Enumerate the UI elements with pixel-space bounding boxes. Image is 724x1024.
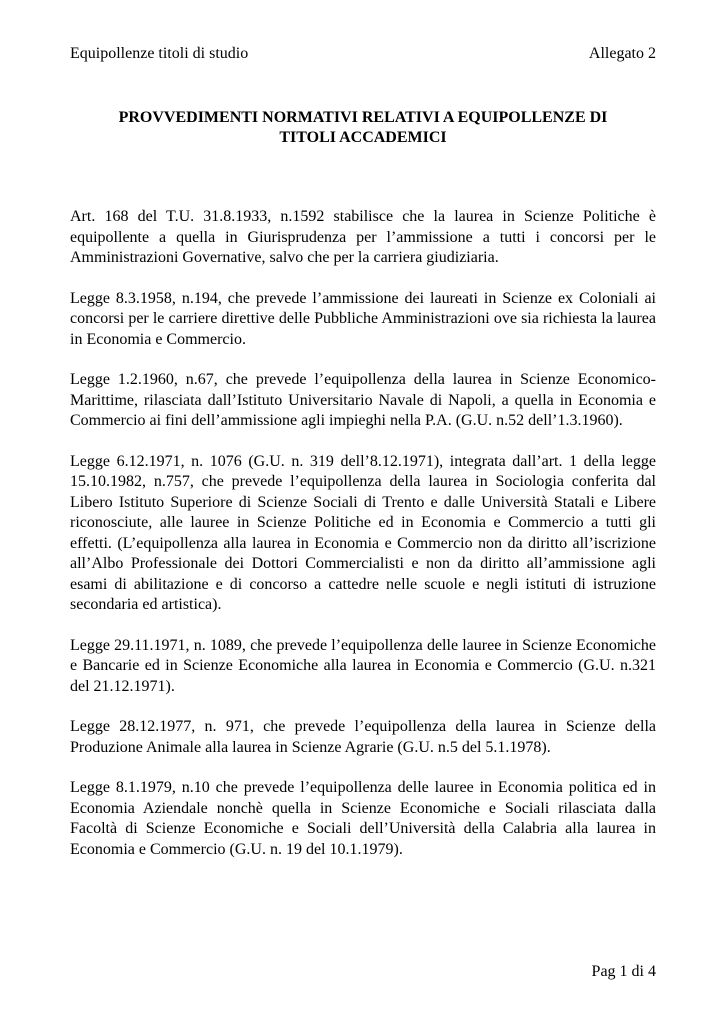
paragraph-legge-1971-1089: Legge 29.11.1971, n. 1089, che prevede l’equipollenza delle lauree in Scienze Economiche e Bancarie ed in Scienze Economiche alla laurea in Economia e Commercio (G.U. n.321 del 21.12.1971). (70, 636, 656, 695)
title-line-1: PROVVEDIMENTI NORMATIVI RELATIVI A EQUIPOLLENZE DI (118, 109, 608, 126)
title-line-2: TITOLI ACCADEMICI (279, 129, 447, 146)
paragraph-legge-1958: Legge 8.3.1958, n.194, che prevede l’ammissione dei laureati in Scienze ex Coloniali ai concorsi per le carriere direttive delle Pubbliche Amministrazioni ove sia richiesta la laurea in Economia e Commercio. (70, 289, 656, 348)
paragraph-legge-1979: Legge 8.1.1979, n.10 che prevede l’equipollenza delle lauree in Economia politica ed in Economia Aziendale nonchè quella in Scienze Economiche e Sociali rilasciata dalla Facoltà di Scienze Economiche e Sociali dell’Università della Calabria alla laurea in Economia e Commercio (G.U. n. 19 del 10.1.1979). (70, 779, 656, 858)
header-left-text: Equipollenze titoli di studio (70, 45, 249, 62)
document-title (70, 108, 656, 148)
paragraph-art-168: Art. 168 del T.U. 31.8.1933, n.1592 stabilisce che la laurea in Scienze Politiche è equipollente a quella in Giurisprudenza per l’ammissione a tutti i concorsi per le Amministrazioni Governative, salvo che per la carriera giudiziaria. (70, 208, 656, 266)
header-right-text: Allegato 2 (588, 45, 656, 62)
page-number: Pag 1 di 4 (591, 963, 656, 980)
paragraph-legge-1960: Legge 1.2.1960, n.67, che prevede l’equipollenza della laurea in Scienze Economico-Marittime, rilasciata dall’Istituto Universitario Navale di Napoli, a quella in Economia e Commercio ai fini dell’ammissione agli impieghi nella P.A. (G.U. n.52 dell’1.3.1960). (70, 371, 656, 429)
paragraph-legge-1977: Legge 28.12.1977, n. 971, che prevede l’equipollenza della laurea in Scienze della Produzione Animale alla laurea in Scienze Agrarie (G.U. n.5 del 5.1.1978). (70, 718, 656, 756)
paragraph-legge-1971-1076: Legge 6.12.1971, n. 1076 (G.U. n. 319 dell’8.12.1971), integrata dall’art. 1 della legge 15.10.1982, n.757, che prevede l’equipollenza della laurea in Sociologia conferita dal Libero Istituto Superiore di Scienze Sociali di Trento e dalle Università Statali e Libere riconosciute, alle lauree in Scienze Politiche ed in Economia e Commercio a tutti gli effetti. (L’equipollenza alla laurea in Economia e Commercio non da diritto all’iscrizione all’Albo Professionale dei Dottori Commercialisti e non da diritto all’ammissione agli esami di abilitazione e di concorso a cattedre nelle scuole e negli istituti di istruzione secondaria ed artistica). (70, 452, 656, 613)
page-header (70, 44, 656, 64)
document-body (70, 207, 656, 880)
